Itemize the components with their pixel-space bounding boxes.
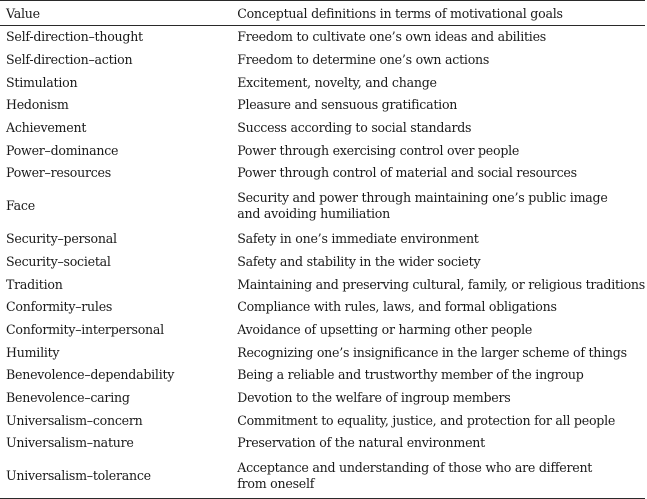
value-cell: Conformity–interpersonal — [6, 321, 164, 337]
table-row — [0, 296, 645, 319]
value-cell: Humility — [6, 344, 60, 360]
definition-cell — [231, 117, 645, 140]
table-row — [0, 162, 645, 185]
table-row — [0, 319, 645, 342]
definition-cell — [231, 432, 645, 455]
definition-line: Avoidance of upsetting or harming other people — [237, 321, 533, 337]
value-cell: Universalism–nature — [6, 435, 134, 451]
definition-line: and avoiding humiliation — [237, 206, 390, 222]
definition-cell — [231, 364, 645, 387]
value-cell: Benevolence–caring — [6, 389, 130, 405]
value-cell: Universalism–tolerance — [0, 455, 231, 499]
value-cell: Stimulation — [6, 74, 78, 90]
value-cell: Power–resources — [6, 165, 111, 181]
definition-line: Success according to social standards — [237, 120, 472, 136]
table-body — [0, 26, 645, 499]
value-cell: Self-direction–action — [6, 52, 133, 68]
value-cell: Self-direction–thought — [6, 29, 143, 45]
definition-line: Being a reliable and trustworthy member of the ingroup — [237, 367, 584, 383]
definition-line: Maintaining and preserving cultural, family, or religious traditions — [237, 276, 645, 292]
definition-line: Pleasure and sensuous gratification — [237, 97, 458, 113]
definition-line: Security and power through maintaining one’s public image — [237, 190, 608, 206]
definition-line: Acceptance and understanding of those who are different — [237, 460, 593, 476]
value-cell: Security–societal — [6, 253, 111, 269]
definition-line: Recognizing one’s insignificance in the larger scheme of things — [237, 344, 627, 360]
definition-cell — [231, 94, 645, 117]
definition-line: Power through control of material and social resources — [237, 165, 577, 181]
table-row — [0, 185, 645, 228]
table-row — [0, 387, 645, 410]
table-row — [0, 273, 645, 296]
table-row — [0, 455, 645, 499]
value-cell: Conformity–rules — [6, 299, 113, 315]
definition-cell — [231, 71, 645, 94]
table-row — [0, 117, 645, 140]
header-row — [0, 1, 645, 26]
definition-line: Commitment to equality, justice, and protection for all people — [237, 412, 616, 428]
definition-line: Compliance with rules, laws, and formal obligations — [237, 299, 557, 315]
definition-line: Freedom to cultivate one’s own ideas and abilities — [237, 29, 546, 45]
definition-line: Excitement, novelty, and change — [237, 74, 437, 90]
table-row — [0, 251, 645, 274]
definition-cell — [231, 341, 645, 364]
value-cell: Power–dominance — [6, 142, 119, 158]
definition-cell — [231, 49, 645, 72]
definition-line: from oneself — [237, 476, 315, 492]
header-definition: Conceptual definitions in terms of motivational goals — [231, 1, 645, 26]
definition-cell — [231, 139, 645, 162]
value-cell: Universalism–concern — [6, 412, 143, 428]
table-row — [0, 49, 645, 72]
definition-cell — [231, 387, 645, 410]
definition-cell — [231, 455, 645, 499]
value-cell: Hedonism — [6, 97, 69, 113]
table-row — [0, 139, 645, 162]
table-row — [0, 364, 645, 387]
definition-cell — [231, 228, 645, 251]
definition-cell — [231, 409, 645, 432]
definition-cell — [231, 251, 645, 274]
header-value: Value — [0, 1, 231, 26]
table-header — [0, 1, 645, 26]
definition-cell — [231, 26, 645, 49]
table-row — [0, 409, 645, 432]
table-row — [0, 432, 645, 455]
value-cell: Tradition — [6, 276, 63, 292]
definition-cell — [231, 296, 645, 319]
value-cell: Benevolence–dependability — [6, 367, 175, 383]
definition-line: Preservation of the natural environment — [237, 435, 485, 451]
table-row — [0, 26, 645, 49]
definition-cell — [231, 319, 645, 342]
definition-cell — [231, 185, 645, 228]
table-row — [0, 71, 645, 94]
definition-cell — [231, 273, 645, 296]
value-cell: Security–personal — [6, 231, 117, 247]
table-row — [0, 228, 645, 251]
table-row — [0, 94, 645, 117]
definition-line: Power through exercising control over people — [237, 142, 520, 158]
definition-line: Freedom to determine one’s own actions — [237, 52, 490, 68]
definition-line: Safety in one’s immediate environment — [237, 231, 479, 247]
table-row — [0, 341, 645, 364]
value-cell: Achievement — [6, 120, 87, 136]
definition-cell — [231, 162, 645, 185]
value-cell: Face — [6, 198, 35, 214]
definition-line: Devotion to the welfare of ingroup members — [237, 389, 511, 405]
definition-line: Safety and stability in the wider society — [237, 253, 481, 269]
